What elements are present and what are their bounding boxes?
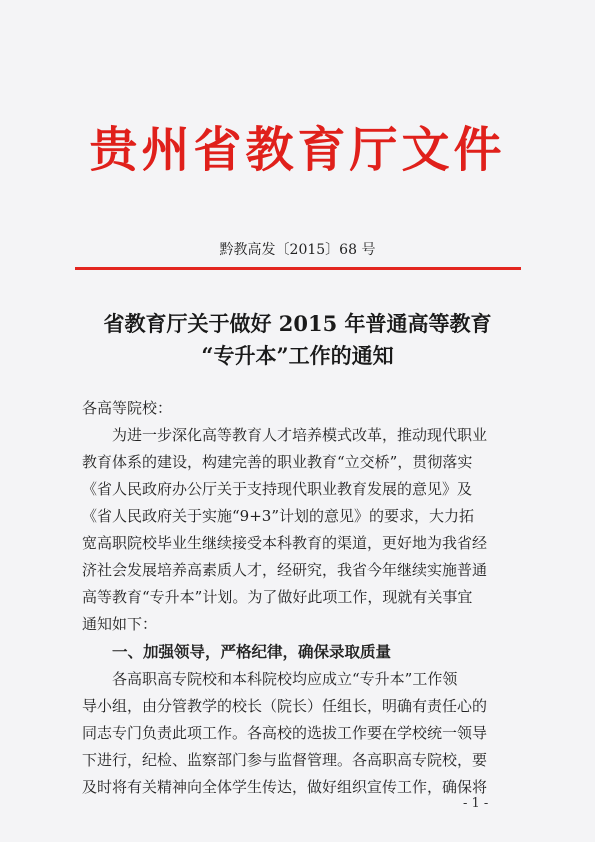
paragraph-line: 宽高职院校毕业生继续接受本科教育的渠道，更好地为我省经 bbox=[82, 534, 488, 552]
red-divider-line bbox=[75, 267, 521, 270]
paragraph-line: 《省人民政府办公厅关于支持现代职业教育发展的意见》及 bbox=[82, 480, 473, 498]
paragraph-1 bbox=[82, 422, 528, 638]
paragraph-line: 导小组，由分管教学的校长（院长）任组长，明确有责任心的 bbox=[82, 697, 488, 715]
paragraph-line: 各高职高专院校和本科院校均应成立“专升本”工作领 bbox=[112, 670, 458, 688]
title-line-2: “专升本”工作的通知 bbox=[201, 343, 394, 368]
paragraph-line: 《省人民政府关于实施“9+3”计划的意见》的要求，大力拓 bbox=[82, 507, 474, 525]
paragraph-line: 及时将有关精神向全体学生传达，做好组织宣传工作，确保将 bbox=[82, 778, 488, 796]
paragraph-line: 教育体系的建设，构建完善的职业教育“立交桥”，贯彻落实 bbox=[82, 453, 473, 471]
page-number: - 1 - bbox=[463, 796, 489, 811]
section-heading-1: 一、加强领导，严格纪律，确保录取质量 bbox=[112, 643, 392, 661]
paragraph-line: 通知如下： bbox=[82, 615, 158, 633]
salutation: 各高等院校： bbox=[82, 399, 173, 417]
document-number: 黔教高发〔2015〕68 号 bbox=[219, 242, 376, 258]
paragraph-line: 下进行，纪检、监察部门参与监督管理。各高职高专院校，要 bbox=[82, 751, 488, 769]
paragraph-line: 同志专门负责此项工作。各高校的选拔工作要在学校统一领导 bbox=[82, 724, 488, 742]
paragraph-line: 济社会发展培养高素质人才，经研究，我省今年继续实施普通 bbox=[82, 561, 488, 579]
paragraph-line: 高等教育“专升本”计划。为了做好此项工作，现就有关事宜 bbox=[82, 588, 473, 606]
document-body bbox=[82, 395, 528, 801]
document-title bbox=[0, 308, 595, 372]
paragraph-line: 为进一步深化高等教育人才培养模式改革，推动现代职业 bbox=[112, 426, 488, 444]
title-line-1: 省教育厅关于做好 2015 年普通高等教育 bbox=[103, 311, 492, 336]
issuing-authority-header: 贵州省教育厅文件 bbox=[89, 122, 506, 178]
paragraph-2 bbox=[82, 666, 528, 801]
